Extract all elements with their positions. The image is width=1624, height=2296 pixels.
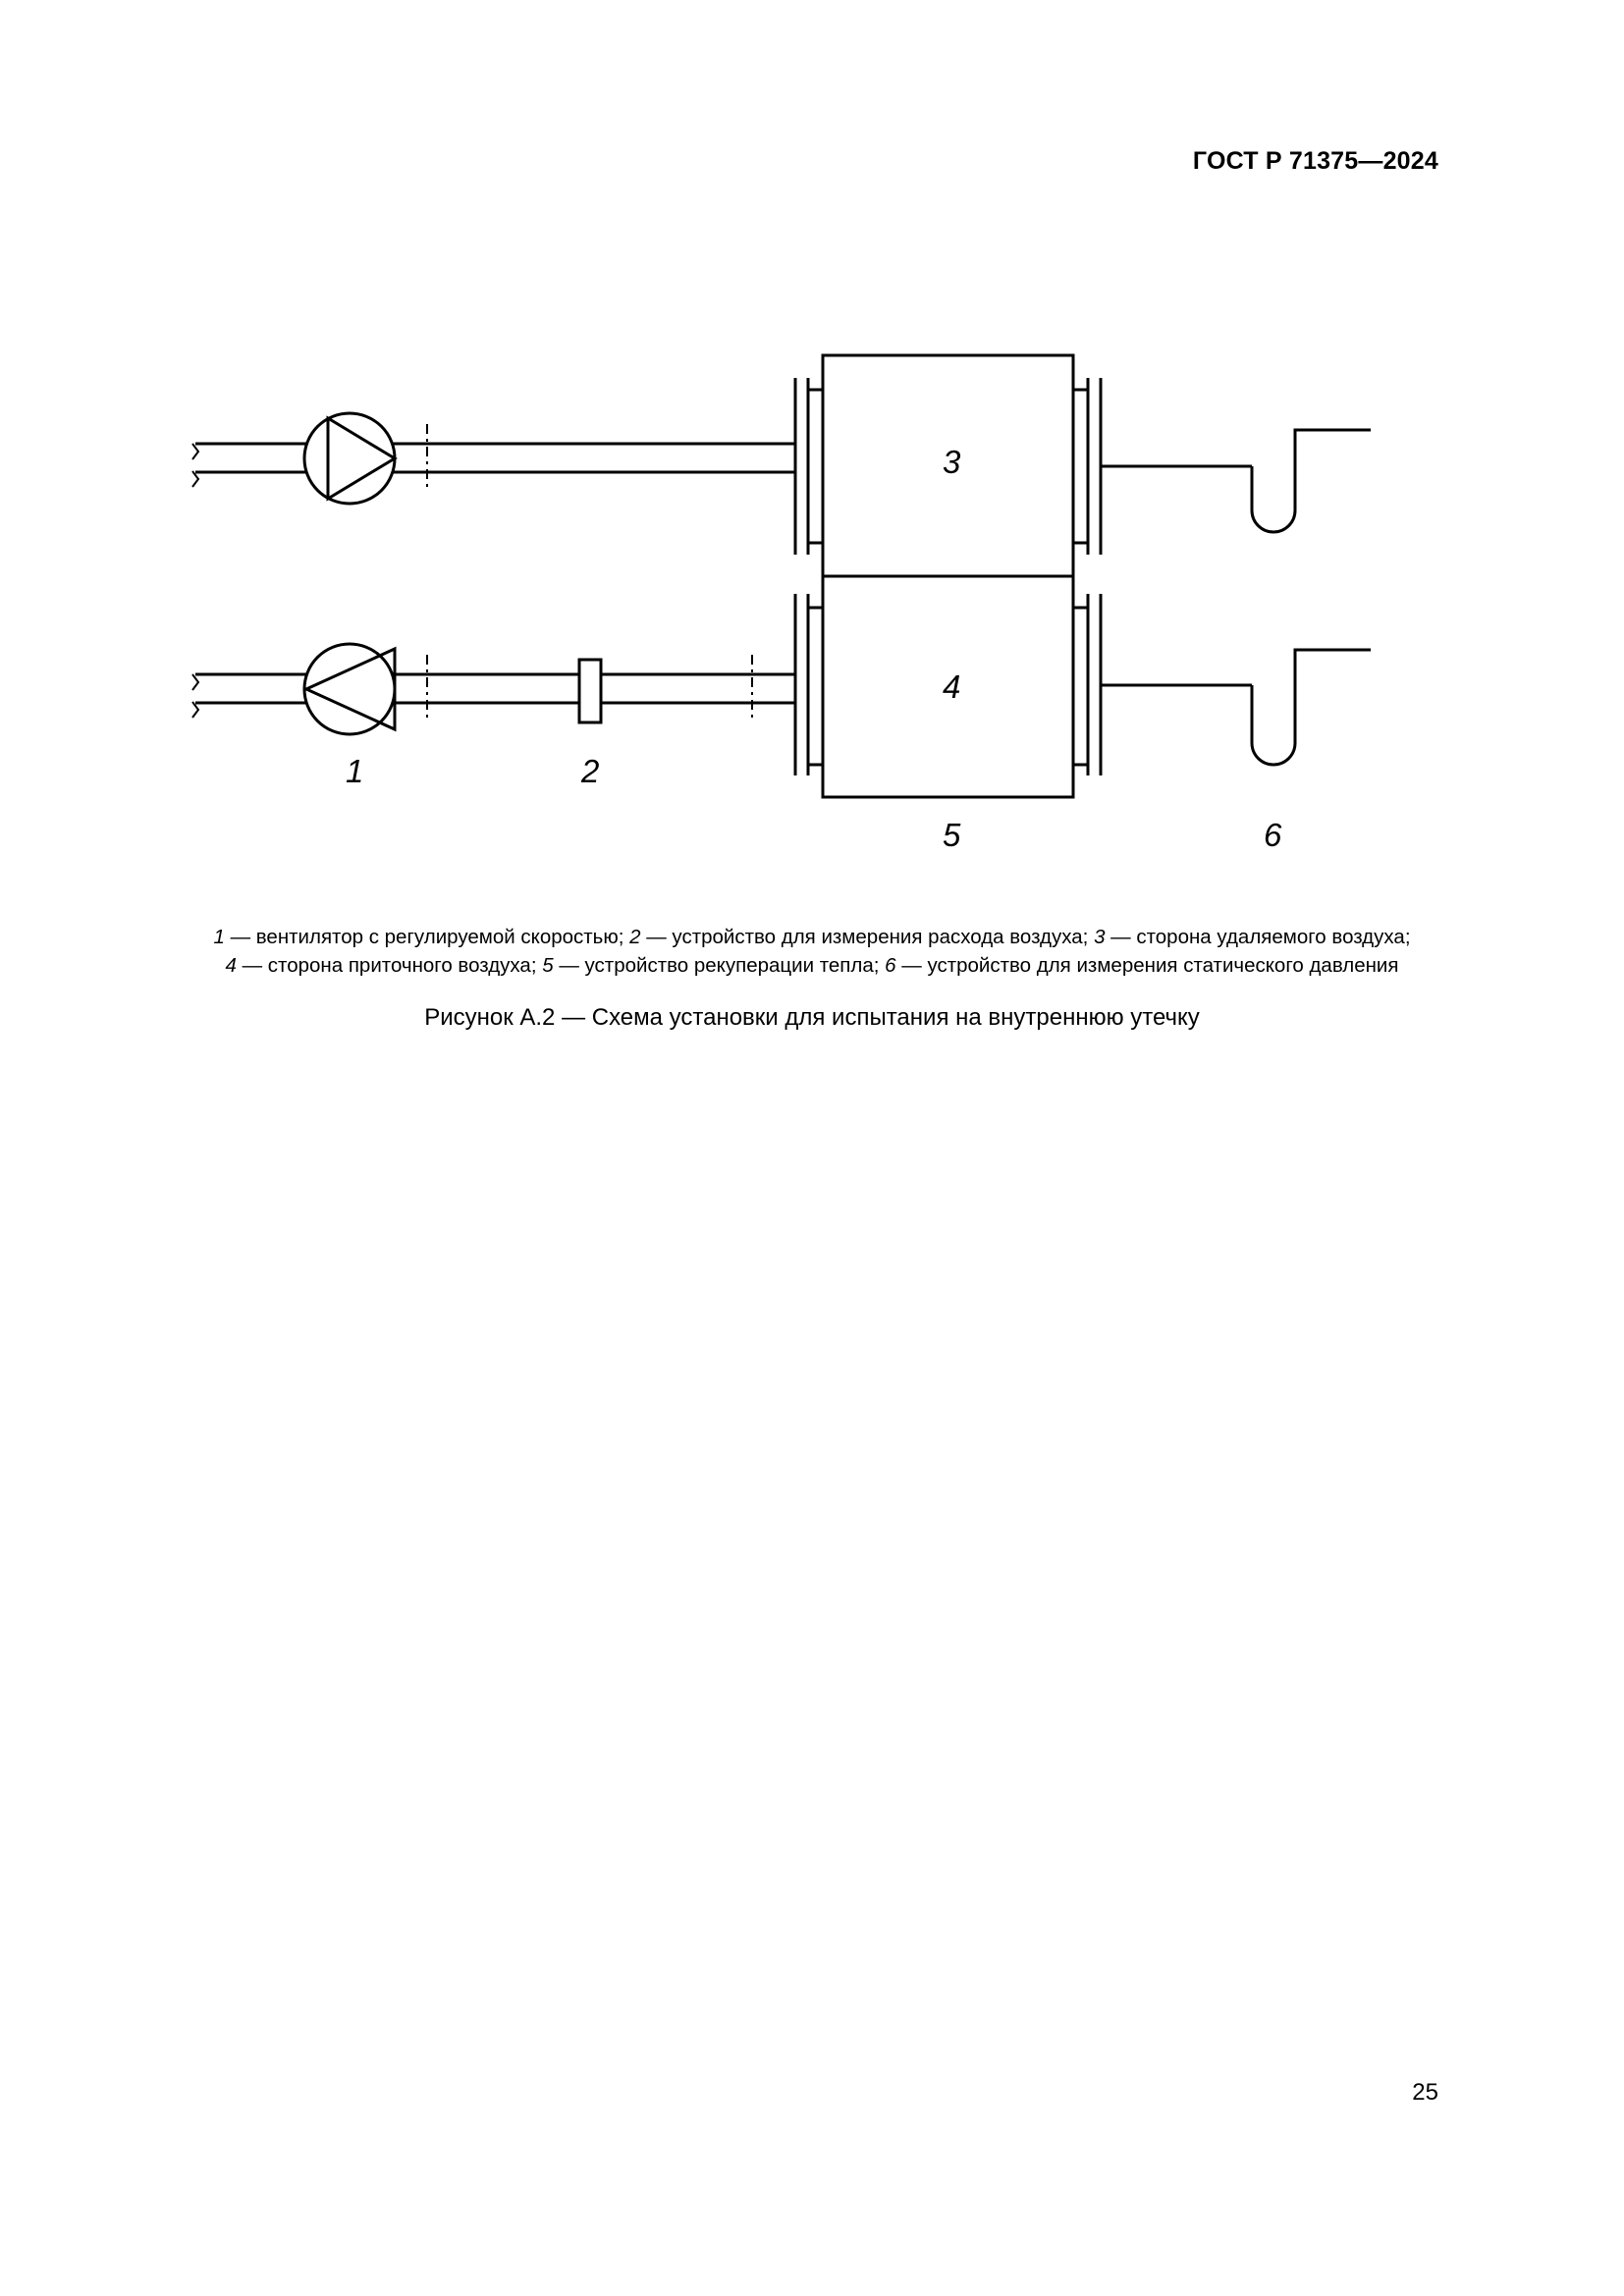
fan-icon bbox=[304, 644, 395, 734]
document-code: ГОСТ Р 71375—2024 bbox=[1192, 147, 1438, 175]
label-2: 2 bbox=[581, 753, 600, 789]
legend-num: 5 bbox=[542, 954, 554, 977]
legend-text: — устройство рекуперации тепла; bbox=[553, 954, 886, 977]
label-5: 5 bbox=[943, 817, 961, 853]
upper-duct bbox=[192, 378, 823, 555]
lower-duct bbox=[192, 594, 823, 775]
legend-line-2 bbox=[79, 951, 1545, 980]
test-setup-diagram bbox=[0, 0, 1624, 883]
label-4: 4 bbox=[943, 668, 961, 705]
legend-text: — устройство для измерения расхода воздуха; bbox=[640, 926, 1095, 948]
legend-text: — сторона приточного воздуха; bbox=[236, 954, 543, 977]
pressure-gauge-icon bbox=[1252, 650, 1371, 765]
upper-exchanger-section bbox=[823, 355, 1371, 576]
flow-meter-icon bbox=[579, 660, 601, 722]
page-number: 25 bbox=[1412, 2079, 1438, 2106]
figure-legend bbox=[79, 923, 1545, 980]
legend-text: — устройство для измерения статического давления bbox=[895, 954, 1399, 977]
legend-text: — сторона удаляемого воздуха; bbox=[1105, 926, 1411, 948]
lower-exchanger-section bbox=[823, 576, 1371, 797]
legend-num: 4 bbox=[225, 954, 237, 977]
legend-num: 3 bbox=[1094, 926, 1106, 948]
legend-num: 6 bbox=[885, 954, 896, 977]
pressure-gauge-icon bbox=[1252, 430, 1371, 532]
figure-title: Рисунок А.2 — Схема установки для испытания на внутреннюю утечку bbox=[424, 1004, 1200, 1031]
legend-line-1 bbox=[79, 923, 1545, 951]
fan-icon bbox=[304, 413, 395, 504]
legend-num: 2 bbox=[629, 926, 641, 948]
fan-triangle-icon bbox=[306, 649, 395, 729]
label-6: 6 bbox=[1264, 817, 1282, 853]
label-3: 3 bbox=[943, 444, 961, 480]
legend-text: — вентилятор с регулируемой скоростью; bbox=[224, 926, 630, 948]
label-1: 1 bbox=[346, 753, 364, 789]
legend-num: 1 bbox=[213, 926, 225, 948]
